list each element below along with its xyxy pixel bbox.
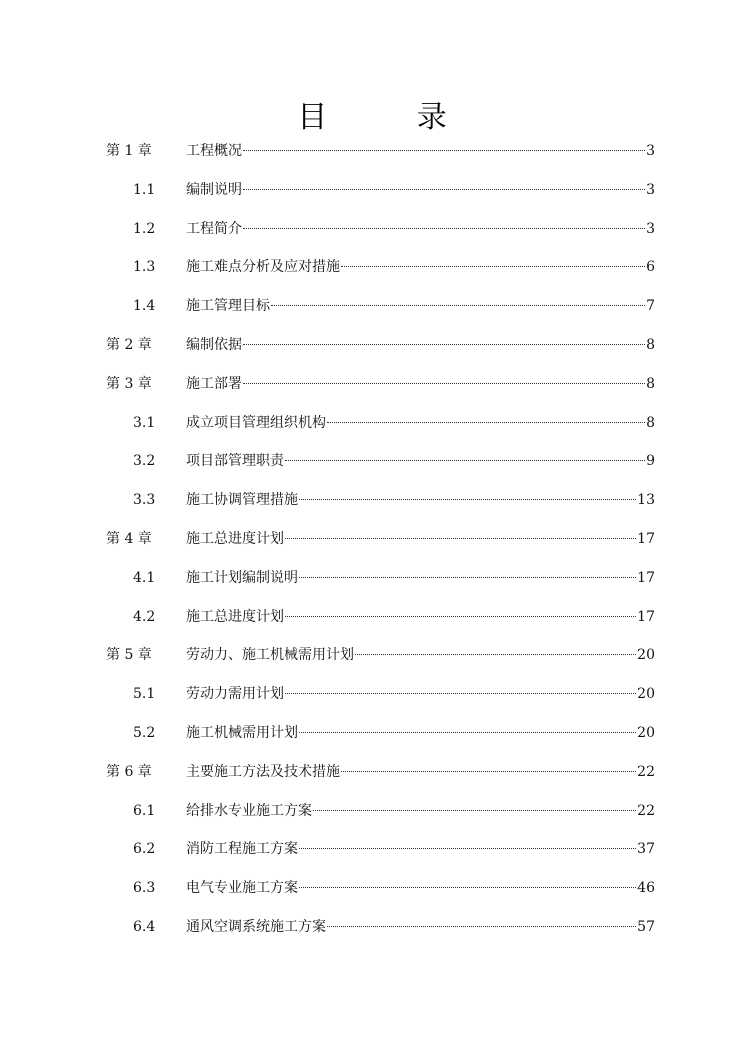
dot-leader xyxy=(341,266,645,267)
toc-entry[interactable] xyxy=(0,761,744,783)
toc-entry[interactable] xyxy=(0,412,744,434)
toc-entry-page: 17 xyxy=(637,531,655,547)
toc-entry-number: 4.1 xyxy=(133,569,156,586)
toc-entry-label: 编制说明 xyxy=(186,181,242,198)
toc-entry-page: 8 xyxy=(646,337,655,353)
toc-entry-page: 17 xyxy=(637,608,655,625)
toc-entry-page: 20 xyxy=(637,647,655,664)
dot-leader xyxy=(243,228,645,229)
toc-entry-page: 22 xyxy=(637,802,655,819)
toc-entry-label: 项目部管理职责 xyxy=(186,453,284,470)
toc-entry-label: 成立项目管理组织机构 xyxy=(186,414,326,431)
toc-entry-page: 9 xyxy=(646,453,655,470)
toc-entry-label: 工程概况 xyxy=(186,143,242,159)
toc-entry-number: 1.3 xyxy=(133,259,156,276)
toc-entry-number: 3.2 xyxy=(133,453,156,470)
dot-leader xyxy=(243,189,645,190)
toc-entry[interactable] xyxy=(0,489,744,511)
toc-entry[interactable] xyxy=(0,373,744,395)
toc-entry[interactable] xyxy=(0,916,744,938)
toc-entry-label: 工程简介 xyxy=(186,220,242,237)
toc-entry-page: 13 xyxy=(637,492,655,509)
toc-entry-page: 7 xyxy=(646,298,655,315)
toc-entry-label: 施工计划编制说明 xyxy=(186,569,298,586)
toc-entry-number: 6.3 xyxy=(133,880,156,897)
toc-entry-label: 施工难点分析及应对措施 xyxy=(186,259,340,276)
toc-entry-label: 施工机械需用计划 xyxy=(186,725,298,741)
toc-entry-number: 1.4 xyxy=(133,298,156,315)
dot-leader xyxy=(299,577,636,578)
toc-entry-label: 电气专业施工方案 xyxy=(186,880,298,897)
toc-entry-label: 主要施工方法及技术措施 xyxy=(186,763,340,780)
toc-entry-number: 5.1 xyxy=(133,686,156,703)
dot-leader xyxy=(327,422,645,423)
dot-leader xyxy=(285,693,636,694)
toc-entry-label: 劳动力、施工机械需用计划 xyxy=(186,647,354,664)
page-title: 目 录 xyxy=(297,100,487,135)
dot-leader xyxy=(271,305,645,306)
toc-entry-label: 编制依据 xyxy=(186,337,242,353)
toc-entry[interactable] xyxy=(0,838,744,860)
toc-entry-page: 8 xyxy=(646,414,655,431)
toc-entry[interactable] xyxy=(0,295,744,317)
toc-entry-number: 5.2 xyxy=(133,725,156,741)
toc-entry[interactable] xyxy=(0,683,744,705)
toc-entry-number: 1.1 xyxy=(133,181,156,198)
dot-leader xyxy=(285,616,636,617)
toc-entry-number: 4.2 xyxy=(133,608,156,625)
dot-leader xyxy=(355,654,636,655)
toc-entry-label: 施工协调管理措施 xyxy=(186,492,298,509)
toc-entry-number: 6.1 xyxy=(133,802,156,819)
dot-leader xyxy=(285,460,645,461)
dot-leader xyxy=(313,810,636,811)
toc-entry-page: 46 xyxy=(637,880,655,897)
toc-entry-number: 1.2 xyxy=(133,220,156,237)
toc-entry-number: 6.2 xyxy=(133,841,156,858)
toc-entry-number: 第 5 章 xyxy=(106,647,152,664)
toc-entry[interactable] xyxy=(0,528,744,550)
toc-entry[interactable] xyxy=(0,256,744,278)
toc-entry-number: 第 6 章 xyxy=(106,763,152,780)
toc-entry-label: 给排水专业施工方案 xyxy=(186,802,312,819)
toc-entry-number: 第 3 章 xyxy=(106,375,152,392)
toc-entry[interactable] xyxy=(0,179,744,201)
toc-entry-page: 8 xyxy=(646,375,655,392)
dot-leader xyxy=(299,499,636,500)
toc-entry-page: 20 xyxy=(637,725,655,741)
toc-entry-label: 施工总进度计划 xyxy=(186,608,284,625)
toc-entry-label: 劳动力需用计划 xyxy=(186,686,284,703)
dot-leader xyxy=(243,344,645,345)
toc-entry[interactable] xyxy=(0,140,744,162)
toc-entry[interactable] xyxy=(0,606,744,628)
dot-leader xyxy=(285,538,636,539)
toc-entry[interactable] xyxy=(0,218,744,240)
toc-entry[interactable] xyxy=(0,567,744,589)
dot-leader xyxy=(243,150,645,151)
toc-entry-page: 57 xyxy=(637,919,655,935)
toc-entry[interactable] xyxy=(0,334,744,356)
toc-entry-page: 37 xyxy=(637,841,655,858)
dot-leader xyxy=(327,926,636,927)
toc-entry-page: 3 xyxy=(646,181,655,198)
toc-entry[interactable] xyxy=(0,450,744,472)
toc-entry-label: 消防工程施工方案 xyxy=(186,841,298,858)
dot-leader xyxy=(299,848,636,849)
dot-leader xyxy=(299,887,636,888)
toc-entry[interactable] xyxy=(0,722,744,744)
toc-entry-page: 22 xyxy=(637,763,655,780)
toc-entry-label: 施工部署 xyxy=(186,375,242,392)
toc-entry-page: 3 xyxy=(646,220,655,237)
toc-entry-page: 17 xyxy=(637,569,655,586)
dot-leader xyxy=(299,732,636,733)
toc-entry-number: 6.4 xyxy=(133,919,156,935)
toc-entry-number: 3.1 xyxy=(133,414,156,431)
toc-entry-page: 20 xyxy=(637,686,655,703)
dot-leader xyxy=(243,383,645,384)
toc-entry-page: 6 xyxy=(646,259,655,276)
toc-entry-number: 第 4 章 xyxy=(106,531,152,547)
dot-leader xyxy=(341,771,636,772)
toc-entry-number: 第 2 章 xyxy=(106,337,152,353)
toc-entry[interactable] xyxy=(0,644,744,666)
toc-entry-label: 施工管理目标 xyxy=(186,298,270,315)
toc-entry[interactable] xyxy=(0,800,744,822)
toc-entry-number: 3.3 xyxy=(133,492,156,509)
toc-entry-number: 第 1 章 xyxy=(106,143,152,159)
toc-entry-label: 施工总进度计划 xyxy=(186,531,284,547)
toc-entry[interactable] xyxy=(0,877,744,899)
toc-entry-page: 3 xyxy=(646,143,655,159)
toc-entry-label: 通风空调系统施工方案 xyxy=(186,919,326,935)
